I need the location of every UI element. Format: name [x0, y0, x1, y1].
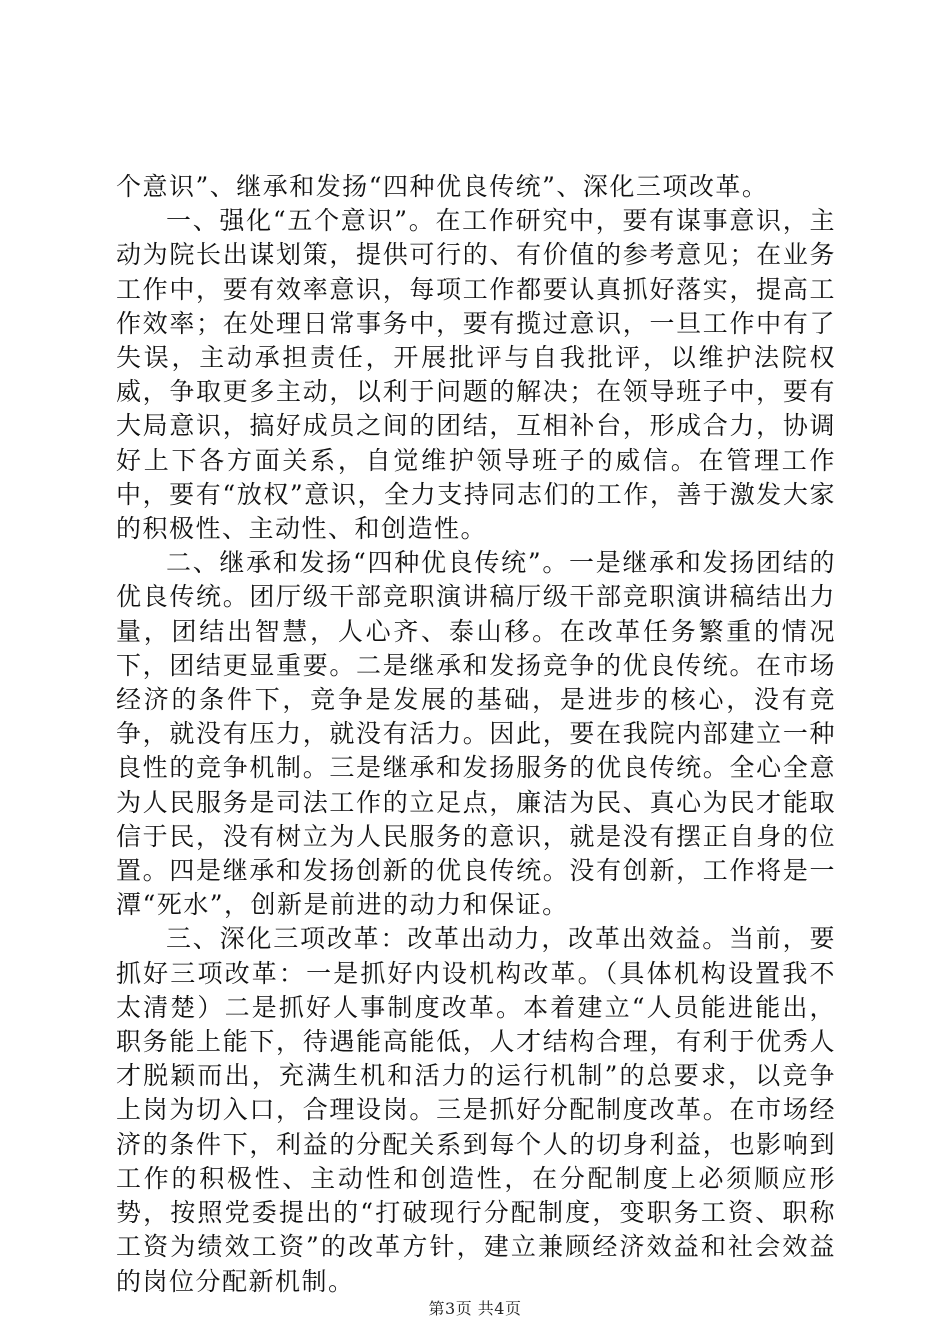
- paragraph-five-awareness: 一、强化“五个意识”。在工作研究中，要有谋事意识，主动为院长出谋划策，提供可行的、有价值的参考意见；在业务工作中，要有效率意识，每项工作都要认真抓好落实，提高工作效率；在处理日常事务中，要有揽过意识，一旦工作中有了失误，主动承担责任，开展批评与自我批评，以维护法院权威，争取更多主动，以利于问题的解决；在领导班子中，要有大局意识，搞好成员之间的团结，互相补台，形成合力，协调好上下各方面关系，自觉维护领导班子的威信。在管理工作中，要有“放权”意识，全力支持同志们的工作，善于激发大家的积极性、主动性、和创造性。: [116, 206, 836, 544]
- document-body: [116, 170, 836, 1299]
- paragraph-three-reforms: 三、深化三项改革：改革出动力，改革出效益。当前，要抓好三项改革：一是抓好内设机构改革。（具体机构设置我不太清楚）二是抓好人事制度改革。本着建立“人员能进能出，职务能上能下，待遇能高能低，人才结构合理，有利于优秀人才脱颖而出，充满生机和活力的运行机制”的总要求，以竞争上岗为切入口，合理设岗。三是抓好分配制度改革。在市场经济的条件下，利益的分配关系到每个人的切身利益，也影响到工作的积极性、主动性和创造性，在分配制度上必须顺应形势，按照党委提出的“打破现行分配制度，变职务工资、职称工资为绩效工资”的改革方针，建立兼顾经济效益和社会效益的岗位分配新机制。: [116, 924, 836, 1296]
- page-number-footer: 第3页 共4页: [428, 1299, 522, 1318]
- paragraph-continuation: 个意识”、继承和发扬“四种优良传统”、深化三项改革。: [116, 172, 769, 201]
- paragraph-four-traditions: 二、继承和发扬“四种优良传统”。一是继承和发扬团结的优良传统。团厅级干部竞职演讲稿厅级干部竞职演讲稿结出力量，团结出智慧，人心齐、泰山移。在改革任务繁重的情况下，团结更显重要。二是继承和发扬竞争的优良传统。在市场经济的条件下，竞争是发展的基础，是进步的核心，没有竞争，就没有压力，就没有活力。因此，要在我院内部建立一种良性的竞争机制。三是继承和发扬服务的优良传统。全心全意为人民服务是司法工作的立足点，廉洁为民、真心为民才能取信于民，没有树立为人民服务的意识，就是没有摆正自身的位置。四是继承和发扬创新的优良传统。没有创新，工作将是一潭“死水”，创新是前进的动力和保证。: [116, 548, 836, 920]
